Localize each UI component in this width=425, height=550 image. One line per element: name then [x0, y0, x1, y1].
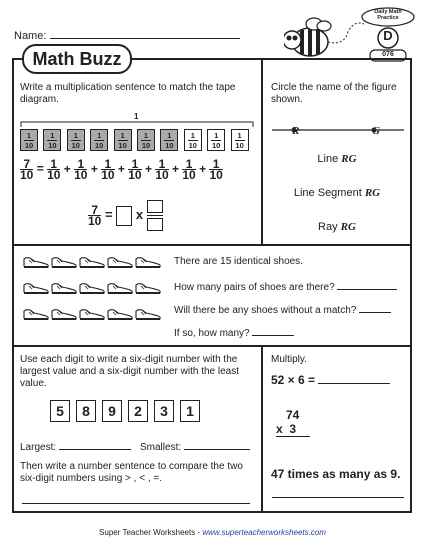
answer-box-num[interactable] — [147, 200, 163, 213]
shoe-icon — [50, 307, 78, 326]
divider-v2 — [261, 345, 263, 512]
sum-term: $\frac{1}{10}$ — [182, 157, 196, 182]
problem-1-answer[interactable] — [318, 372, 390, 384]
smallest-row: Smallest: — [140, 440, 250, 454]
digit-card-4: 2 — [128, 400, 148, 422]
shoe-icon — [134, 281, 162, 300]
sum-term: $\frac{1}{10}$ — [101, 157, 115, 182]
shoes-q1: There are 15 identical shoes. — [174, 256, 303, 267]
badge-letter: D — [383, 28, 393, 43]
footer-link[interactable]: www.superteacherworksheets.com — [202, 528, 326, 537]
compare-instruction: Then write a number sentence to compare the two six-digit numbers using > , < , =. — [20, 461, 243, 484]
answer-box-den[interactable] — [147, 218, 163, 231]
vertical-bottom: x 3 — [276, 422, 310, 437]
sum-term: $\frac{1}{10}$ — [47, 157, 61, 182]
count-answer[interactable] — [252, 326, 294, 336]
smallest-answer[interactable] — [184, 440, 250, 450]
problem-1: 52 × 6 = — [271, 372, 390, 387]
divider-2 — [12, 345, 412, 347]
tape-instruction: Write a multiplication sentence to match the tape diagram. — [20, 82, 236, 105]
fraction-sum: $\frac{7}{10}$ = $\frac{1}{10}$ + $\frac{1}{10}$ + $\frac{1}{10}$ + $\frac{1}{10}$ + $\frac{1}{10}$ + $\frac{1}{10}$ + $\frac{1}{10}$ — [20, 157, 223, 182]
sum-term: $\frac{1}{10}$ — [74, 157, 88, 182]
tape-box: 1 10 — [184, 129, 202, 151]
shoe-icon — [134, 255, 162, 274]
tape-box: 1 10 — [114, 129, 132, 151]
match-answer[interactable] — [359, 303, 391, 313]
tape-bracket — [20, 118, 254, 128]
divider-v1 — [261, 58, 263, 245]
shoe-icon — [22, 307, 50, 326]
sum-term: $\frac{1}{10}$ — [128, 157, 142, 182]
shoe-icon — [78, 281, 106, 300]
point-g-label: G — [372, 125, 380, 137]
times-as-many: 47 times as many as 9. — [271, 467, 401, 481]
badge-caption: Daily Math Practice — [374, 9, 402, 21]
digit-card-6: 1 — [180, 400, 200, 422]
figure-instruction: Circle the name of the figure shown. — [271, 82, 397, 105]
shoe-icon — [106, 307, 134, 326]
shoes-q2: How many pairs of shoes are there? — [174, 280, 397, 294]
tape-box: 1 10 — [20, 129, 38, 151]
shoe-icon — [78, 255, 106, 274]
shoe-icon — [22, 281, 50, 300]
tape-box: 1 10 — [43, 129, 61, 151]
shoe-icon — [78, 307, 106, 326]
divider-1 — [12, 244, 412, 246]
name-row — [14, 28, 240, 42]
badge-number: 076 — [382, 51, 394, 58]
page-title: Math Buzz — [22, 44, 132, 74]
point-r-label: R — [292, 125, 300, 137]
digits-instruction: Use each digit to write a six-digit number with the largest value and a six-digit number with the least value. — [20, 354, 240, 389]
digit-card-2: 8 — [76, 400, 96, 422]
shoes-q3: Will there be any shoes without a match? — [174, 303, 391, 317]
digit-card-1: 5 — [50, 400, 70, 422]
shoe-icon — [50, 255, 78, 274]
option-line[interactable]: Line RG — [317, 153, 357, 165]
name-label: Name: — [14, 30, 47, 42]
sum-term: $\frac{1}{10}$ — [155, 157, 169, 182]
footer: Super Teacher Worksheets - www.superteacherworksheets.com — [99, 528, 326, 537]
sum-term: $\frac{1}{10}$ — [209, 157, 223, 182]
pairs-answer[interactable] — [337, 280, 397, 290]
shoe-icon — [50, 281, 78, 300]
vertical-top: 74 — [286, 408, 300, 422]
shoe-icon — [134, 307, 162, 326]
compare-answer-line[interactable] — [22, 503, 250, 504]
shoe-icon — [22, 255, 50, 274]
tape-box: 1 10 — [207, 129, 225, 151]
segment-figure — [270, 110, 406, 140]
option-line-segment[interactable]: Line Segment RG — [293, 187, 381, 199]
option-ray[interactable]: Ray RG — [318, 221, 356, 233]
largest-row: Largest: — [20, 440, 131, 454]
answer-box-1[interactable] — [116, 206, 132, 226]
tape-box: 1 10 — [231, 129, 249, 151]
tape-box: 1 10 — [90, 129, 108, 151]
multiply-instruction: Multiply. — [271, 354, 307, 365]
digit-card-3: 9 — [102, 400, 122, 422]
tape-box: 1 10 — [67, 129, 85, 151]
shoe-icon — [106, 281, 134, 300]
name-field[interactable] — [50, 28, 240, 39]
largest-answer[interactable] — [59, 440, 131, 450]
shoe-icon — [106, 255, 134, 274]
answer-sentence: $\frac{7}{10}$ = x — [88, 200, 163, 231]
tape-whole-label: 1 — [134, 112, 139, 121]
tape-box: 1 10 — [137, 129, 155, 151]
digit-card-5: 3 — [154, 400, 174, 422]
shoes-q4: If so, how many? — [174, 326, 294, 340]
tape-box: 1 10 — [160, 129, 178, 151]
times-answer-line[interactable] — [272, 497, 404, 498]
